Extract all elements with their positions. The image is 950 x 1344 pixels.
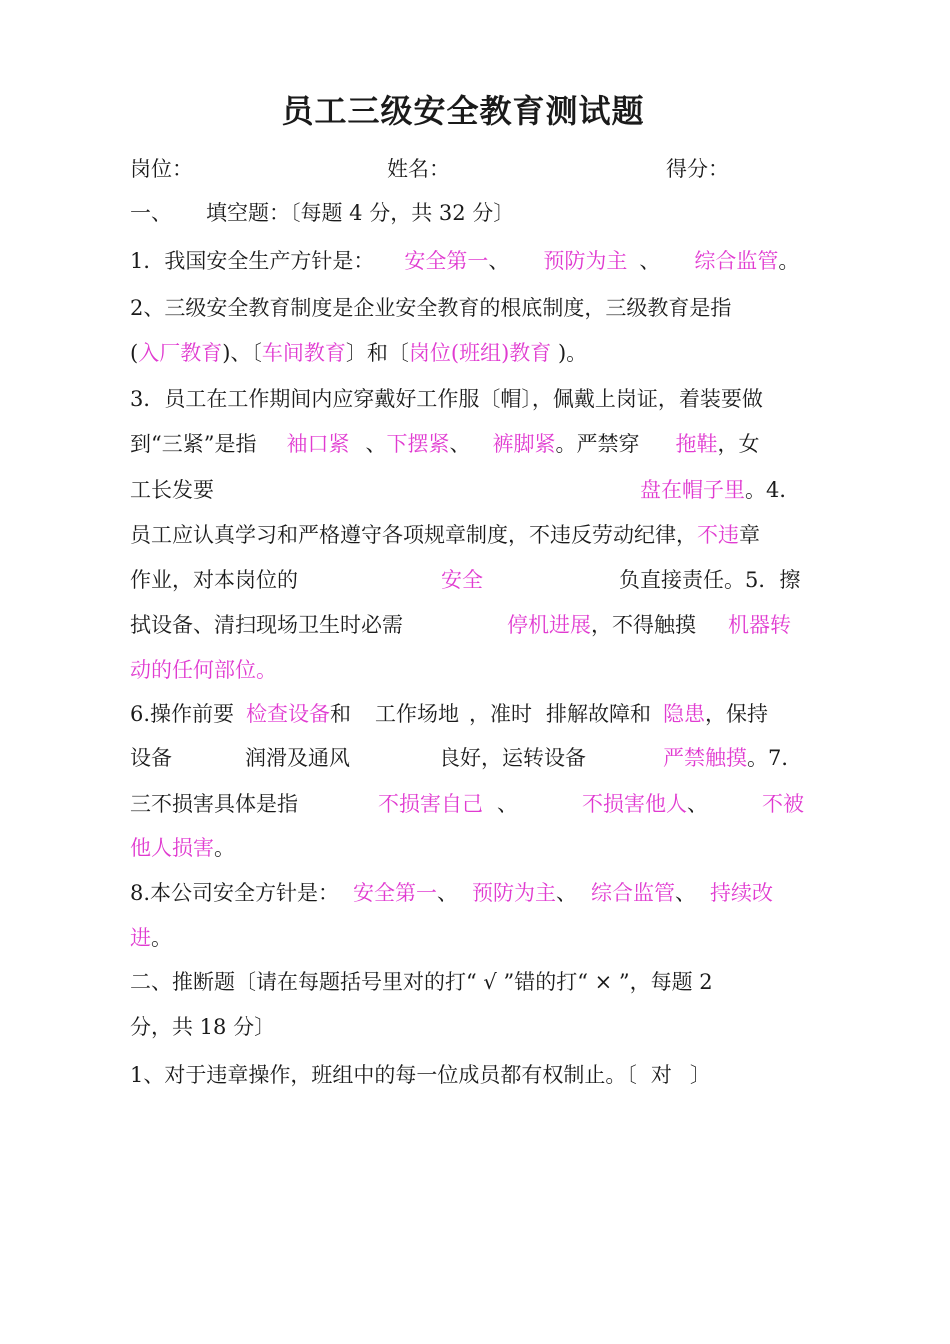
q1-answer-2: 预防为主 [543,249,628,273]
q3-end: 。4． [745,478,801,502]
q8-answer-4-cont: 进 [130,926,151,950]
q3-text: 到“三紧”是指 [130,432,257,456]
question-4-line-2-end [619,566,800,594]
q6-text: 和 [330,702,352,726]
q1-end: 。 [778,249,800,273]
section-1-label: 填空题：〔每题 4 分，共 32 分〕 [206,201,515,225]
q7-end: 。 [214,836,235,860]
q8-end: 。 [151,926,172,950]
q3-answer-1: 袖口紧 [286,432,350,456]
question-2-line-1: 2、三级安全教育制度是企业安全教育的根底制度，三级教育是指 [130,296,732,320]
q4-text: 作业，对本岗位的 [130,568,298,592]
question-3-line-3 [130,476,214,504]
q5-text: ，不得触摸 [591,613,696,637]
question-7-line-1-answers [582,790,708,818]
true-false-question-1 [130,1061,711,1089]
q8-answer-3: 综合监管 [591,881,676,905]
q5-answer-1: 停机进展 [507,613,591,637]
q6-text: 设备 [130,746,172,770]
q6-text: 良好，运转设备 [439,746,586,770]
tf1-end: 〕 [689,1063,711,1087]
question-7-line-1-answers [378,790,518,818]
q7-text: 三不损害具体是指 [130,792,298,816]
q6-answer-1: 检查设备 [246,702,331,726]
section-2-heading: 二、推断题〔请在每题括号里对的打“ √ ”错的打“ × ”，每题 2 [130,970,713,994]
question-6-line-2-part [245,744,350,772]
q6-text: 6.操作前要 [130,702,235,726]
q2-text: )、〔 [222,341,262,365]
q3-answer-4: 拖鞋 [675,432,718,456]
q2-text: ( [130,341,139,365]
q6-answer-3: 严禁触摸 [663,746,747,770]
q1-text: 1．我国安全生产方针是： [130,249,375,273]
score-field-label: 得分： [666,157,729,181]
question-4-answer-2-wrap [441,566,483,594]
q6-text: ，保持 [705,702,769,726]
q2-answer-3: 岗位(班组)教育 [408,341,552,365]
q7-answer-3-cont: 他人损害 [130,836,214,860]
header-fields [130,155,830,183]
question-6-line-1 [130,700,768,728]
q5-answer-2: 机器转 [728,613,791,637]
q7-sep: 、 [497,792,518,816]
q7-answer-1: 不损害自己 [378,792,483,816]
question-5-line-2 [130,656,277,684]
q8-text: 8.本公司安全方针是： [130,881,340,905]
q7-sep: 、 [687,792,708,816]
q6-text: 工作场地 [375,702,460,726]
q4-end: 负直接责任。5．擦 [619,568,801,592]
q6-text: 润滑及通风 [245,746,350,770]
question-7-line-1-end [762,790,804,818]
question-5-line-1 [130,611,403,639]
q6-answer-2: 隐患 [663,702,706,726]
q6-text: ，准时 [469,702,533,726]
q8-answer-4: 持续改 [710,881,774,905]
q8-answer-1: 安全第一 [353,881,438,905]
q3-sep: 、 [449,432,471,456]
post-field-label: 岗位： [130,157,193,181]
q4-text: 章 [739,523,760,547]
q4-answer-2: 安全 [441,568,483,592]
tf1-answer: 对 [650,1063,672,1087]
q1-answer-3: 综合监管 [694,249,779,273]
q1-sep: 、 [639,249,661,273]
q8-answer-2: 预防为主 [472,881,557,905]
q2-answer-1: 入厂教育 [138,341,223,365]
q5-answer-2-cont: 动的任何部位。 [130,658,277,682]
q2-text: 〕和〔 [345,341,409,365]
question-3-line-1: 3．员工在工作期间内应穿戴好工作服〔帽〕，佩戴上岗证，着装要做 [130,387,763,411]
q7-answer-2: 不损害他人 [582,792,687,816]
question-4-line-1 [130,521,760,549]
q6-text: 排解故障和 [546,702,652,726]
q1-sep: 、 [488,249,510,273]
question-1 [130,247,799,275]
q3-answer-2: 下摆紧 [386,432,450,456]
q3-text: 。严禁穿 [555,432,640,456]
question-6-line-2-part [439,744,586,772]
q3-answer-5: 盘在帽子里 [640,478,745,502]
question-8-line-1 [130,879,773,907]
q8-sep: 、 [556,881,578,905]
page-title: 员工三级安全教育测试题 [281,92,645,130]
question-7-line-2 [130,834,235,862]
section-1-number: 一、 [130,201,172,225]
q2-end: )。 [551,341,588,365]
tf1-text: 1、对于违章操作，班组中的每一位成员都有权制止。〔 [130,1063,637,1087]
q1-answer-1: 安全第一 [404,249,489,273]
question-2-line-2 [130,339,587,367]
question-5-line-1-answers [507,611,791,639]
q6-end: 。7． [747,746,803,770]
q7-answer-3: 不被 [762,792,804,816]
q4-answer-1: 不违 [697,523,739,547]
q4-text: 员工应认真学习和严格遵守各项规章制度，不违反劳动纪律， [130,523,697,547]
name-field-label: 姓名： [387,157,450,181]
question-6-line-2-end [663,744,802,772]
q8-sep: 、 [437,881,459,905]
q3-answer-3: 裤脚紧 [492,432,556,456]
section-2-heading-cont: 分，共 18 分〕 [130,1015,276,1039]
question-4-line-2 [130,566,298,594]
question-7-line-1 [130,790,298,818]
q2-answer-2: 车间教育 [261,341,346,365]
q3-text: 工长发要 [130,478,214,502]
q3-text: ，女 [717,432,760,456]
question-3-line-2 [130,430,759,458]
section-1-heading [130,199,514,227]
question-8-line-2 [130,924,172,952]
q3-sep: 、 [365,432,387,456]
question-6-line-2 [130,744,172,772]
question-3-line-3-end [640,476,800,504]
q8-sep: 、 [675,881,697,905]
q5-text: 拭设备、清扫现场卫生时必需 [130,613,403,637]
